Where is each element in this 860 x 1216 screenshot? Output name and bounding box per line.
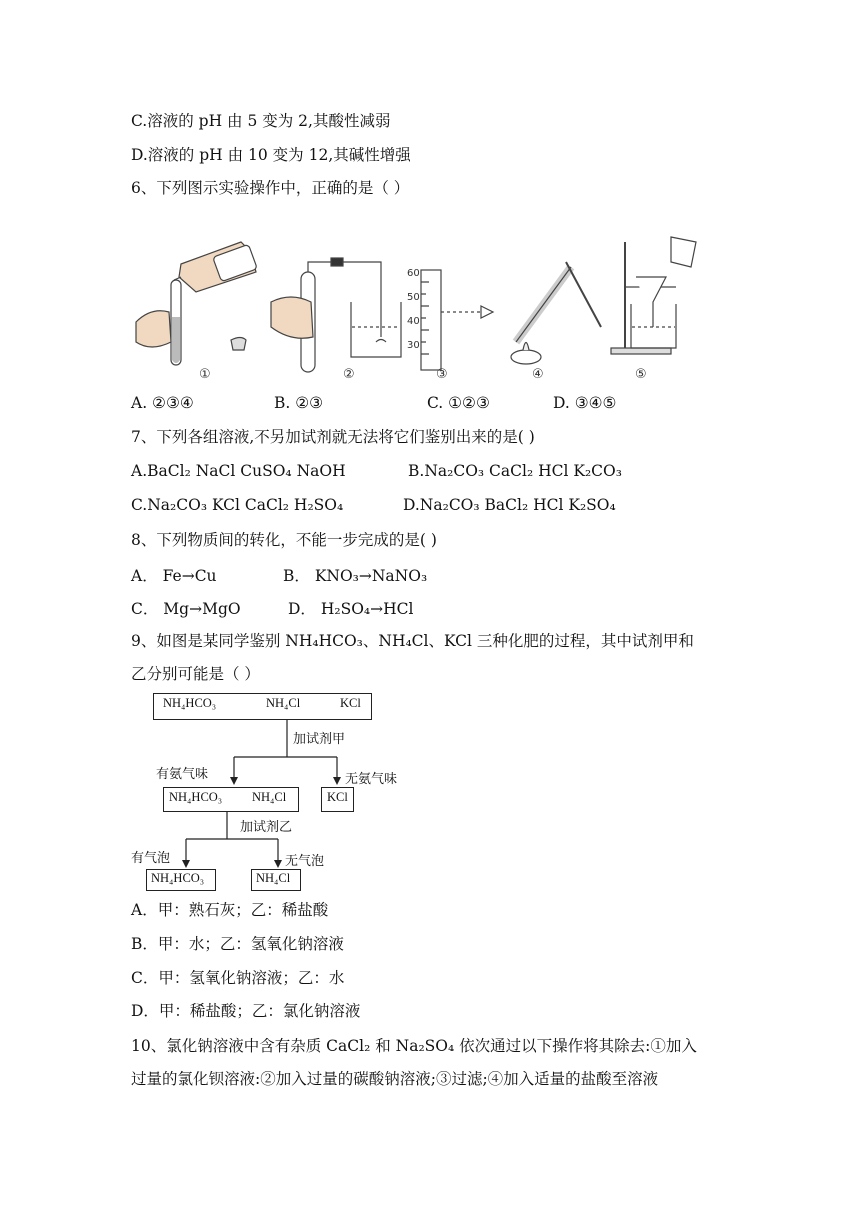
option-5d: D.溶液的 pH 由 10 变为 12,其碱性增强 (131, 146, 411, 164)
flow-left-2: 有气泡 (131, 851, 171, 866)
heating-test-tube-illustration (511, 262, 601, 364)
flow-mid-nh4hco3: NH₄HCO₃ (169, 790, 223, 804)
flow-step-1: 加试剂甲 (293, 732, 346, 747)
airtightness-check-illustration (271, 258, 401, 372)
q8-option-d: D． H₂SO₄→HCl (288, 600, 414, 618)
flow-bottom-nh4cl: NH₄Cl (256, 871, 291, 885)
measuring-cylinder-illustration (421, 270, 493, 370)
flow-kcl: KCl (327, 790, 348, 804)
question-8: 8、下列物质间的转化，不能一步完成的是( ) (131, 531, 437, 549)
flow-box-bottom-left (146, 869, 216, 891)
cylinder-tick-30: 30 (407, 340, 420, 351)
cylinder-tick-40: 40 (407, 316, 420, 327)
q9-option-d: D．甲：稀盐酸；乙：氯化钠溶液 (131, 1002, 361, 1020)
question-10-line-1: 10、氯化钠溶液中含有杂质 CaCl₂ 和 Na₂SO₄ 依次通过以下操作将其除去:①加入 (131, 1037, 697, 1055)
experiment-figure (131, 232, 721, 384)
question-10-line-2: 过量的氯化钡溶液:②加入过量的碳酸钠溶液;③过滤;④加入适量的盐酸至溶液 (131, 1070, 659, 1088)
flow-top-nh4cl: NH₄Cl (266, 696, 301, 710)
figure-label-2: ② (343, 367, 355, 382)
cylinder-tick-60: 60 (407, 268, 420, 279)
figure-label-5: ⑤ (635, 367, 647, 382)
flow-left-1: 有氨气味 (156, 767, 209, 782)
flow-box-top (153, 693, 372, 720)
flow-bottom-nh4hco3: NH₄HCO₃ (151, 871, 205, 885)
q7-option-a: A.BaCl₂ NaCl CuSO₄ NaOH (131, 462, 346, 480)
q7-option-c: C.Na₂CO₃ KCl CaCl₂ H₂SO₄ (131, 496, 344, 514)
cylinder-tick-50: 50 (407, 292, 420, 303)
flow-mid-nh4cl: NH₄Cl (252, 790, 287, 804)
q8-option-b: B． KNO₃→NaNO₃ (283, 567, 428, 585)
flow-top-nh4hco3: NH₄HCO₃ (163, 696, 217, 710)
q7-option-d: D.Na₂CO₃ BaCl₂ HCl K₂SO₄ (403, 496, 616, 514)
question-9-line-2: 乙分别可能是（ ） (131, 665, 260, 683)
figure-label-3: ③ (436, 367, 448, 382)
q9-option-c: C．甲：氢氧化钠溶液；乙：水 (131, 969, 345, 987)
q6-option-d: D. ③④⑤ (553, 394, 617, 412)
flow-step-2: 加试剂乙 (240, 820, 293, 835)
flow-right-1: 无氨气味 (345, 772, 398, 787)
q8-option-a: A． Fe→Cu (131, 567, 217, 585)
figure-label-4: ④ (532, 367, 544, 382)
question-7: 7、下列各组溶液,不另加试剂就无法将它们鉴别出来的是( ) (131, 428, 535, 446)
q8-option-c: C． Mg→MgO (131, 600, 241, 618)
q6-option-a: A. ②③④ (131, 394, 194, 412)
flow-box-bottom-right (251, 869, 301, 891)
flow-top-kcl: KCl (340, 696, 361, 710)
question-9-line-1: 9、如图是某同学鉴别 NH₄HCO₃、NH₄Cl、KCl 三种化肥的过程，其中试剂甲和 (131, 632, 694, 650)
pouring-liquid-illustration (136, 242, 257, 365)
figure-label-1: ① (199, 367, 211, 382)
question-6: 6、下列图示实验操作中，正确的是（ ） (131, 179, 410, 197)
q6-option-c: C. ①②③ (427, 394, 490, 412)
flow-box-mid (163, 787, 299, 812)
q9-option-a: A．甲：熟石灰；乙：稀盐酸 (131, 901, 329, 919)
q6-option-b: B. ②③ (274, 394, 324, 412)
flow-right-2: 无气泡 (285, 854, 325, 869)
option-5c: C.溶液的 pH 由 5 变为 2,其酸性减弱 (131, 112, 391, 130)
q7-option-b: B.Na₂CO₃ CaCl₂ HCl K₂CO₃ (408, 462, 622, 480)
q9-option-b: B．甲：水；乙：氢氧化钠溶液 (131, 935, 344, 953)
filtration-illustration (611, 237, 696, 354)
flow-box-kcl (321, 787, 354, 812)
